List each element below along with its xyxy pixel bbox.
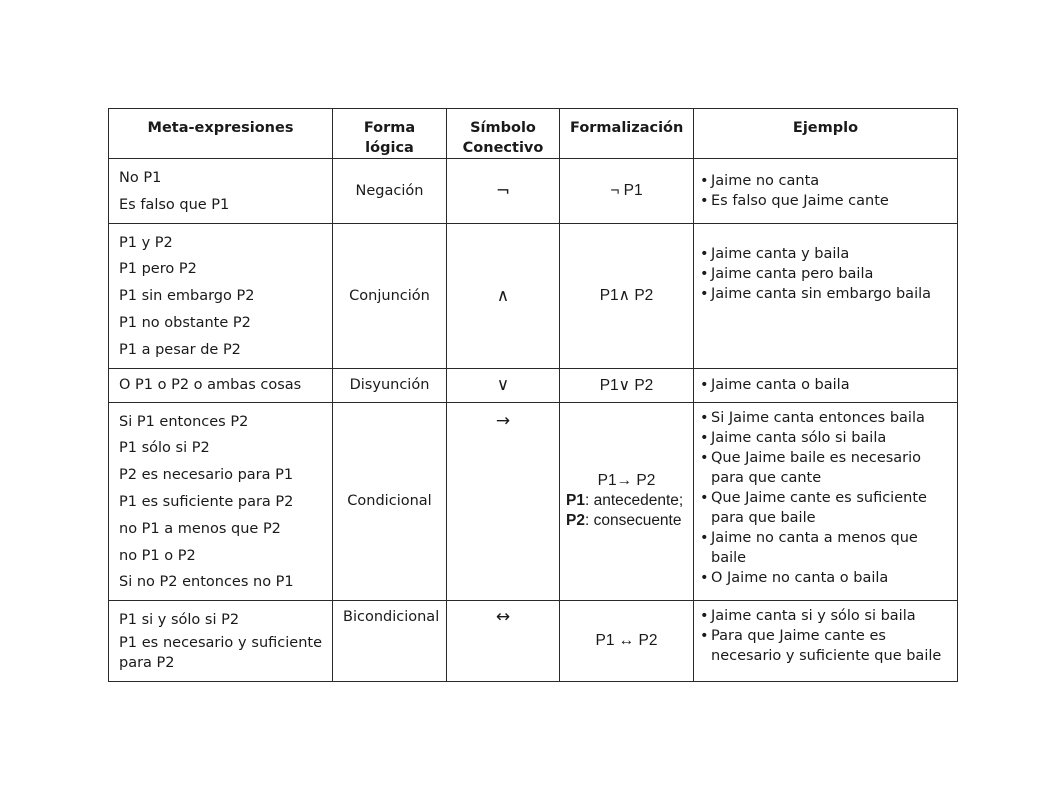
- formalizacion-cell: [560, 601, 694, 682]
- negation-symbol: ¬: [495, 180, 511, 201]
- example-list: [700, 375, 947, 395]
- table-row-disyuncion: [109, 368, 958, 402]
- formula: P1→ P2: [597, 472, 656, 490]
- consequent-term: P2: [566, 512, 585, 530]
- ejemplo-cell: [694, 402, 958, 601]
- header-formalizacion: Formalización: [560, 109, 694, 159]
- example-list: [700, 171, 947, 211]
- simbolo-cell: [447, 402, 560, 601]
- disjunction-symbol: ∨: [496, 375, 510, 396]
- header-simbolo-line2: Conectivo: [462, 140, 544, 156]
- meta-expression: P1 a pesar de P2: [119, 341, 241, 358]
- example-item: • Jaime no canta: [700, 171, 947, 191]
- header-ejemplo: Ejemplo: [694, 109, 958, 159]
- meta-expression: P2 es necesario para P1: [119, 467, 294, 484]
- meta-expression: P1 es necesario y suficiente para P2: [119, 635, 322, 672]
- meta-expression: P1 es suficiente para P2: [119, 493, 294, 510]
- header-row: [109, 109, 958, 159]
- antecedent-desc: : antecedente;: [584, 492, 684, 510]
- formula: P1∨ P2: [599, 376, 654, 394]
- example-item: • Para que Jaime cante es necesario y suficiente que baile: [700, 626, 947, 666]
- forma-logica-cell: Bicondicional: [333, 601, 447, 682]
- ejemplo-cell: [694, 601, 958, 682]
- simbolo-cell: [447, 159, 560, 224]
- header-meta-expresiones: Meta-expresiones: [109, 109, 333, 159]
- meta-expression: O P1 o P2 o ambas cosas: [119, 377, 302, 394]
- meta-expression: Si no P2 entonces no P1: [119, 574, 294, 591]
- table-row-condicional: [109, 402, 958, 601]
- meta-expression: P1 si y sólo si P2: [119, 612, 240, 629]
- conditional-arrow-symbol: →: [495, 410, 511, 431]
- meta-cell: [109, 223, 333, 368]
- formula: P1∧ P2: [599, 287, 654, 305]
- ejemplo-cell: [694, 159, 958, 224]
- example-item: • Que Jaime cante es suficiente para que baile: [700, 488, 947, 528]
- meta-cell: [109, 368, 333, 402]
- example-item: • Si Jaime canta entonces baila: [700, 408, 947, 428]
- meta-expression: no P1 a menos que P2: [119, 520, 281, 537]
- table-row-negacion: [109, 159, 958, 224]
- table-row-conjuncion: [109, 223, 958, 368]
- meta-cell: [109, 601, 333, 682]
- example-item: • Jaime canta o baila: [700, 375, 947, 395]
- example-list: [700, 606, 947, 666]
- formalizacion-cell: [560, 402, 694, 601]
- forma-logica-cell: Negación: [333, 159, 447, 224]
- forma-logica-cell: Condicional: [333, 402, 447, 601]
- example-item: • Jaime canta y baila: [700, 244, 947, 264]
- header-forma-logica: Forma lógica: [333, 109, 447, 159]
- meta-cell: [109, 159, 333, 224]
- header-simbolo-line1: Símbolo: [470, 120, 536, 136]
- meta-expression: P1 sin embargo P2: [119, 288, 255, 305]
- ejemplo-cell: [694, 223, 958, 368]
- example-item: • Jaime canta sin embargo baila: [700, 284, 947, 304]
- header-simbolo-conectivo: [447, 109, 560, 159]
- example-list: [700, 244, 947, 304]
- consequent-note: [564, 511, 689, 531]
- meta-cell: [109, 402, 333, 601]
- simbolo-cell: [447, 223, 560, 368]
- meta-expression: Es falso que P1: [119, 196, 230, 213]
- formula: ¬ P1: [610, 181, 643, 199]
- formalizacion-cell: [560, 223, 694, 368]
- meta-expression: P1 sólo si P2: [119, 440, 210, 457]
- forma-logica-cell: Disyunción: [333, 368, 447, 402]
- meta-expression: no P1 o P2: [119, 547, 196, 564]
- antecedent-term: P1: [566, 492, 585, 510]
- meta-expression: P1 y P2: [119, 234, 173, 251]
- logic-connectives-table: [108, 108, 958, 682]
- formalizacion-cell: [560, 368, 694, 402]
- meta-expression: Si P1 entonces P2: [119, 413, 249, 430]
- formula: P1 ↔ P2: [595, 632, 658, 650]
- example-item: • Que Jaime baile es necesario para que cante: [700, 448, 947, 488]
- formalizacion-cell: [560, 159, 694, 224]
- biconditional-arrow-symbol: ↔: [495, 607, 511, 628]
- table-row-bicondicional: [109, 601, 958, 682]
- example-item: • Jaime canta sólo si baila: [700, 428, 947, 448]
- simbolo-cell: [447, 601, 560, 682]
- consequent-desc: : consecuente: [584, 512, 682, 530]
- ejemplo-cell: [694, 368, 958, 402]
- meta-expression: No P1: [119, 170, 162, 186]
- forma-logica-cell: Conjunción: [333, 223, 447, 368]
- example-item: • Es falso que Jaime cante: [700, 191, 947, 211]
- antecedent-note: [564, 491, 689, 511]
- meta-expression: P1 no obstante P2: [119, 314, 251, 331]
- example-item: • O Jaime no canta o baila: [700, 568, 947, 588]
- example-item: • Jaime canta pero baila: [700, 264, 947, 284]
- example-list: [700, 408, 947, 588]
- example-item: • Jaime canta si y sólo si baila: [700, 606, 947, 626]
- example-item: • Jaime no canta a menos que baile: [700, 528, 947, 568]
- simbolo-cell: [447, 368, 560, 402]
- conjunction-symbol: ∧: [496, 285, 510, 306]
- meta-expression: P1 pero P2: [119, 261, 197, 278]
